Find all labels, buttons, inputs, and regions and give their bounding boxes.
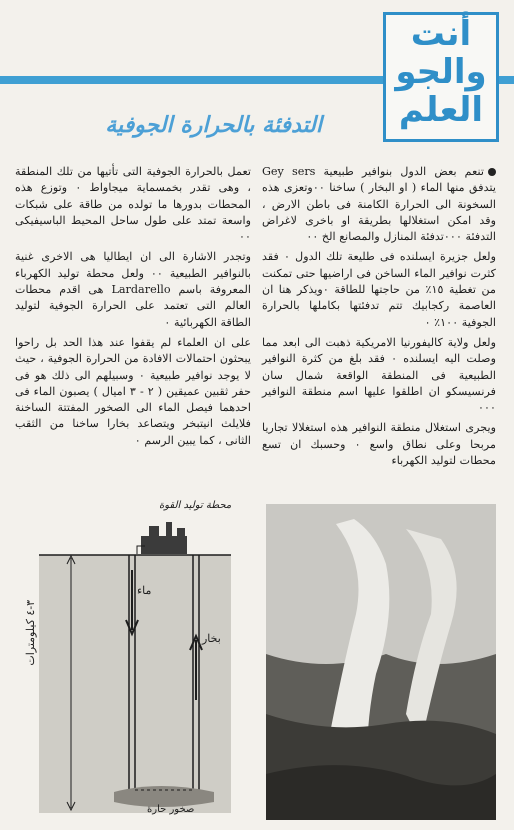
paragraph: تعمل بالحرارة الجوفية التى تأتيها من تلك المنطقة ، وهى تقدر بخمسماية ميجاواط ٠ وتوزع هذه المحطات بدورها ما تولده من طاقة على شبكات واسعة تمتد على طول ساحل المحيط الباسيفيكى ٠٠ (15, 165, 251, 244)
steam-label: بخار (202, 632, 221, 645)
geyser-photo-image (266, 504, 496, 820)
paragraph: وتجدر الاشارة الى ان ايطاليا هى الاخرى غنية بالنوافير الطبيعية ٠٠ ولعل محطة توليد الكهرباء المعروفة باسم Lardarello هى اقدم محطات العالم التى تعتمد على الحرارة الجوفية لتوليد الطاقة الكهربائية ٠ (15, 250, 252, 329)
diagram-graphic (19, 500, 253, 822)
paragraph (262, 164, 496, 245)
paragraph: ويجرى استغلال منطقة النوافير هذه استغلالا تجاريا مربحا وعلى نطاق واسع ٠ وحسبك ان تسع محطات لتوليد الكهرباء (262, 421, 496, 468)
article-column-right (262, 164, 496, 473)
station-label: محطة توليد القوة (159, 500, 232, 511)
section-logo (383, 12, 499, 142)
geothermal-diagram (19, 500, 253, 822)
water-label: ماء (137, 584, 152, 597)
paragraph: ولعل جزيرة ايسلنده فى طليعة تلك الدول ٠ فقد كثرت نوافير الماء الساخن فى اراضيها حتى تمكنت من تغطية ١٥٪ من حاجتها للطاقة ٠ويذكر هنا ان العاصمة ركجابيك تتم تدفئتها بكاملها بالحرارة الجوفية ١٠٠٪ ٠ (262, 250, 497, 329)
rock-label: صخور حارة (147, 804, 195, 815)
logo-line: والجو (395, 52, 487, 92)
power-station-icon (137, 522, 187, 554)
paragraph: على ان العلماء لم يقفوا عند هذا الحد بل راحوا يبحثون احتمالات الافادة من الحرارة الجوفية ، حيث لا يوجد نوافير طبيعية ٠ وسبيلهم الى ذلك هو فى حفر ثقبين عميقين ( ٢ - ٣ اميال ) يصبون الماء فى احدهما فيصل الماء الى الصخور المفتتة الساخنة فلايلث انيتبخر ويتصاعد بخارا ساخنا من الثقب الثانى ، كما يبين الرسم ٠ (15, 335, 251, 447)
bullet-icon (488, 168, 496, 176)
article-column-left (15, 164, 251, 453)
depth-label: ٣-٤ كيلومترات (24, 600, 37, 666)
logo-line: أنت (410, 14, 472, 54)
geyser-photo (266, 504, 496, 820)
article-title: التدفئة بالحرارة الجوفية (105, 113, 322, 138)
logo-line: العلم (398, 90, 484, 130)
paragraph: ولعل ولاية كاليفورنيا الامريكية ذهبت الى ابعد مما وصلت اليه ايسلنده ٠ فقد بلغ من كثرة النوافير الطبيعية فى المنطقة الواقعة شمال سان فرنسيسكو ان اطلقوا عليها اسم منطقة النوافير ٠٠٠ (262, 335, 496, 415)
paragraph-text: تنعم بعض الدول بنوافير طبيعية Gey sers يتدفق منها الماء ( او البخار ) ساخنا ٠٠وتعزى هذه السخونة الى الحرارة الكامنة فى باطن الارض ، وقد امكن استغلالها بطريقة او باخرى لاغراض التدفئة ٠٠٠تدفئة المنازل والمصانع الخ ٠٠ (262, 165, 496, 244)
